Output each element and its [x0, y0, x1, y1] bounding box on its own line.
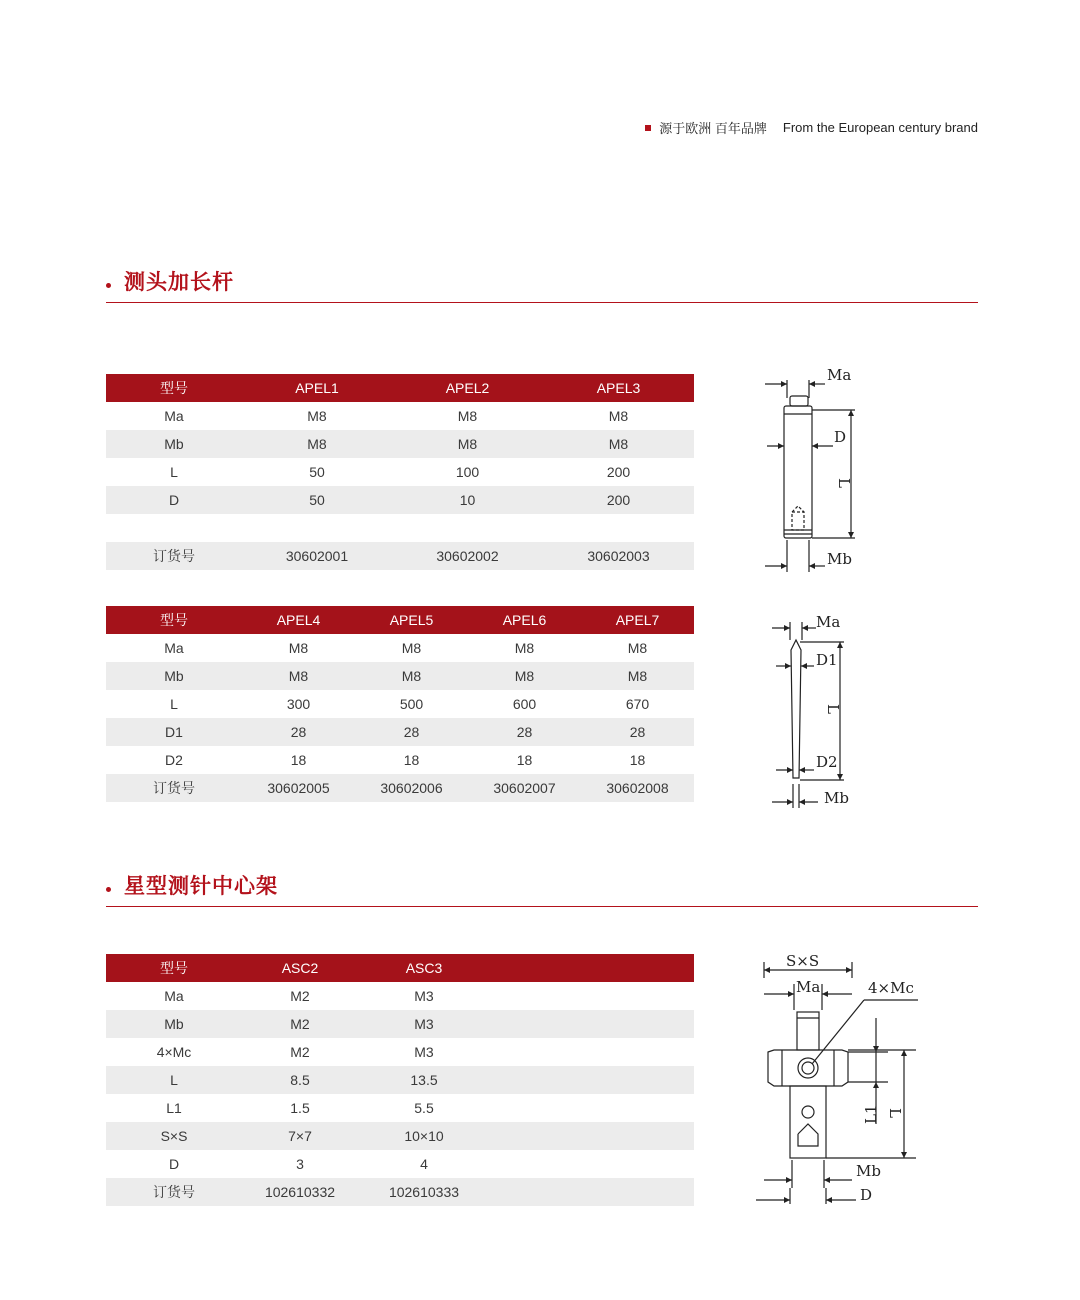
cell: 订货号 [106, 1178, 242, 1206]
cell: 50 [242, 486, 392, 514]
cell: 18 [403, 752, 420, 768]
cell: 订货号 [106, 542, 242, 570]
cell: 30602006 [355, 774, 468, 802]
header-cell: APEL7 [581, 606, 694, 634]
cell: 4×Mc [156, 1044, 192, 1060]
cell: M2 [290, 1044, 310, 1060]
table-spacer-row [106, 514, 694, 542]
cell: 8.5 [242, 1066, 358, 1094]
cell: 18 [516, 752, 533, 768]
label-l: L [886, 1108, 904, 1118]
figure-star-stylus-center [752, 948, 927, 1210]
header-cell: ASC3 [358, 954, 490, 982]
label-d: D [834, 428, 847, 446]
label-sxs: S×S [786, 952, 820, 970]
cell: S×S [106, 1122, 242, 1150]
cell: M8 [543, 430, 694, 458]
header-cell-empty [490, 954, 694, 982]
cell: 10 [392, 486, 543, 514]
cell: M2 [242, 1010, 358, 1038]
cell: D1 [106, 718, 242, 746]
cell: M8 [608, 408, 629, 424]
label-ma: Ma [816, 613, 841, 631]
cell: Ma [164, 988, 184, 1004]
cell: L [106, 1066, 242, 1094]
table-row [106, 718, 694, 746]
table-row [106, 1038, 694, 1066]
header-cell: 型号 [106, 374, 242, 402]
cell: 30602005 [242, 774, 355, 802]
label-mb: Mb [827, 550, 852, 568]
label-l: L [835, 478, 853, 488]
cell: 102610333 [358, 1178, 490, 1206]
table-row [106, 430, 694, 458]
table-row [106, 1010, 694, 1038]
rod-drawing [755, 360, 875, 580]
cell: 4 [420, 1156, 428, 1172]
label-l1: L1 [862, 1104, 880, 1124]
cell: M8 [627, 640, 648, 656]
table-row [106, 1094, 694, 1122]
table-row-order-number [106, 774, 694, 802]
label-d2: D2 [816, 753, 838, 771]
cell: 30602002 [392, 542, 543, 570]
section-title-text: 测头加长杆 [124, 271, 234, 294]
label-ma: Ma [827, 366, 852, 384]
cell: 30602001 [242, 542, 392, 570]
cell: 28 [468, 718, 581, 746]
section-title-extension-rod [106, 272, 978, 303]
cell: 10×10 [358, 1122, 490, 1150]
cell: M8 [514, 640, 535, 656]
tagline-en: From the European century brand [782, 120, 978, 135]
cell: M8 [468, 662, 581, 690]
label-d1: D1 [816, 651, 838, 669]
cell: 28 [581, 718, 694, 746]
cell: M8 [307, 408, 327, 424]
spec-table-asc2-3 [106, 954, 694, 1206]
header-cell: APEL3 [543, 374, 694, 402]
table-row [106, 1150, 694, 1178]
cell: 30602007 [468, 774, 581, 802]
cell: M3 [358, 1010, 490, 1038]
table-row [106, 402, 694, 430]
cell: D [168, 1156, 180, 1172]
header-cell: 型号 [106, 606, 242, 634]
cell: M8 [355, 662, 468, 690]
header-cell: APEL2 [392, 374, 543, 402]
cell: M3 [414, 988, 434, 1004]
cell: 100 [455, 464, 480, 480]
cell: 13.5 [358, 1066, 490, 1094]
bullet-square-icon [645, 125, 651, 131]
table-row-order-number [106, 1178, 694, 1206]
cell: Mb [106, 1010, 242, 1038]
table-row-order-number [106, 542, 694, 570]
cell: 30602008 [581, 774, 694, 802]
cell: 50 [309, 464, 325, 480]
cell: L [170, 696, 178, 712]
cell: 102610332 [242, 1178, 358, 1206]
cell: 7×7 [242, 1122, 358, 1150]
cell: M8 [288, 640, 309, 656]
header-cell: APEL6 [468, 606, 581, 634]
spec-table-apel1-3 [106, 374, 694, 570]
cell: L [170, 464, 178, 480]
cell: M8 [392, 430, 543, 458]
cell: 30602003 [543, 542, 694, 570]
cell: 28 [242, 718, 355, 746]
label-4xmc: 4×Mc [868, 979, 914, 997]
cell: 600 [512, 696, 537, 712]
table-row [106, 662, 694, 690]
bullet-dot-icon [106, 283, 111, 288]
star-center-drawing [752, 948, 927, 1210]
cell: M3 [414, 1044, 434, 1060]
figure-extension-rod-straight [755, 360, 875, 580]
cell: 18 [629, 752, 646, 768]
section-title-star-stylus-center [106, 876, 978, 907]
label-ma: Ma [796, 978, 821, 996]
cell: 670 [625, 696, 650, 712]
cell: 订货号 [106, 774, 242, 802]
table-row [106, 634, 694, 662]
label-mb: Mb [856, 1162, 881, 1180]
cell: Mb [106, 430, 242, 458]
table-row [106, 486, 694, 514]
table-row [106, 982, 694, 1010]
cell: D [106, 486, 242, 514]
header-cell: APEL1 [242, 374, 392, 402]
cell: Mb [106, 662, 242, 690]
cell: D2 [165, 752, 183, 768]
table-row [106, 458, 694, 486]
cell: M8 [401, 640, 422, 656]
figure-extension-rod-tapered [760, 608, 870, 813]
header-tagline [645, 118, 978, 137]
cell: 3 [296, 1156, 304, 1172]
cell: 5.5 [414, 1100, 434, 1116]
table-header-row [106, 606, 694, 634]
tagline-cn: 源于欧洲 百年品牌 [659, 121, 767, 136]
label-mb: Mb [824, 789, 849, 807]
table-header-row [106, 954, 694, 982]
cell: 300 [286, 696, 311, 712]
cell: M8 [581, 662, 694, 690]
cell: L1 [166, 1100, 182, 1116]
label-d: D [860, 1186, 873, 1204]
table-row [106, 746, 694, 774]
section-title-text: 星型测针中心架 [124, 875, 278, 898]
bullet-dot-icon [106, 887, 111, 892]
cell: 200 [543, 486, 694, 514]
cell: 500 [399, 696, 424, 712]
cell: M8 [242, 662, 355, 690]
cell: M2 [290, 988, 310, 1004]
cell: Ma [164, 640, 184, 656]
table-row [106, 1066, 694, 1094]
spec-table-apel4-7 [106, 606, 694, 802]
cell: 18 [290, 752, 307, 768]
table-row [106, 690, 694, 718]
table-header-row [106, 374, 694, 402]
header-cell: ASC2 [242, 954, 358, 982]
cell: Ma [164, 408, 184, 424]
header-cell: APEL5 [355, 606, 468, 634]
cell: 28 [355, 718, 468, 746]
header-cell: APEL4 [242, 606, 355, 634]
cell: 200 [606, 464, 631, 480]
header-cell: 型号 [106, 954, 242, 982]
label-l: L [824, 704, 842, 714]
cell: 1.5 [290, 1100, 310, 1116]
table-row [106, 1122, 694, 1150]
tapered-rod-drawing [760, 608, 870, 813]
cell: M8 [242, 430, 392, 458]
cell: M8 [457, 408, 478, 424]
